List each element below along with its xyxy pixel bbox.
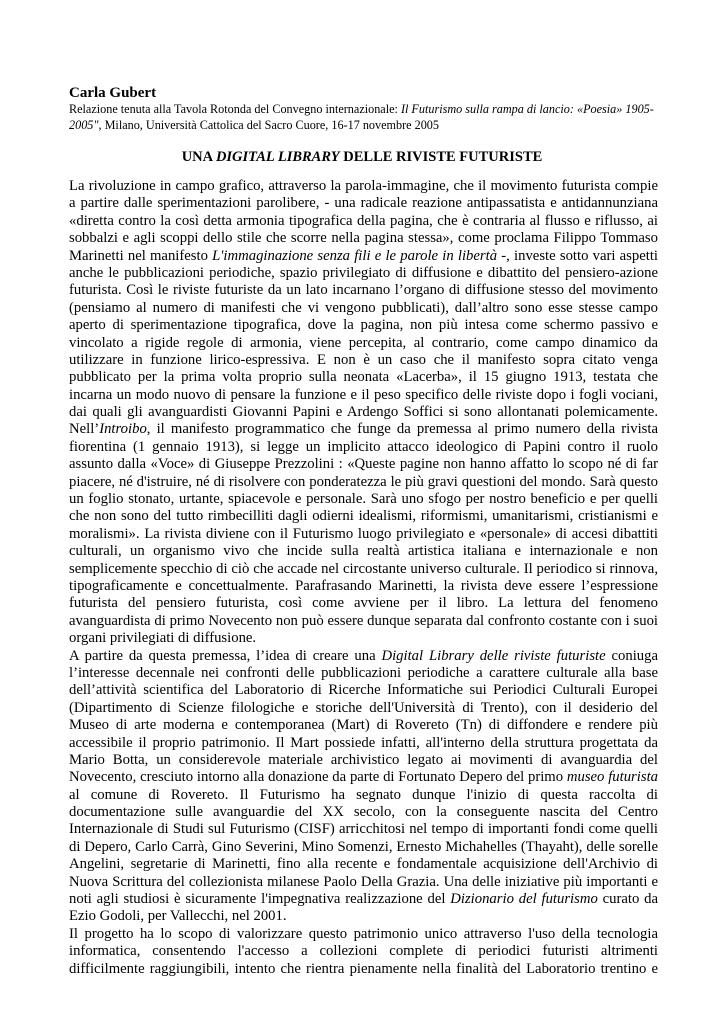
body-line: informatica, consentendo l'accesso a collezioni complete di periodici futuristi altrimenti [69,943,658,960]
body-line: aperto di sperimentazione tipografica, dove la pagina, non più intesa come schermo passivo e [69,317,658,334]
body-line: che non sono del tutto rimbecilliti dagli odierni idealismi, riformismi, umanitarismi, cristianismi e [69,508,658,525]
body-line: un foglio stonato, urtante, spiacevole e personale. Sarà uno sfogo per nostro beneficio e per quelli [69,491,658,508]
body-line: moralismi». La rivista diviene con il Futurismo luogo privilegiato e «personale» di accesi dibattiti [69,525,658,542]
body-line: (pensiamo al numero di manifesti che vi vengono pubblicati), dall’altro sono esse stesse campo [69,299,658,316]
body-line: Il progetto ha lo scopo di valorizzare questo patrimonio unico attraverso l'uso della tecnologia [69,925,658,942]
body-line: l’interesse decennale nei confronti delle pubblicazioni periodiche a carattere culturale alla base [69,664,658,681]
body-line: tipograficamente e concettualmente. Parafrasando Marinetti, la rivista deve essere l’espressione [69,577,658,594]
body-line: La rivoluzione in campo grafico, attraverso la parola-immagine, che il movimento futurista compie [69,178,658,194]
body-line: fiorentina (1 gennaio 1913), si legge un implicito attacco ideologico di Papini contro il ruolo [69,438,658,455]
body-line: pubblicato per la prima volta proprio sulla neonata «Lacerba», il 15 giugno 1913, testata che [69,369,658,386]
body-line: dell’attività scientifica del Laboratorio di Ricerche Informatiche sui Periodici Culturali Europei [69,682,658,699]
body-line: Internazionale di Studi sul Futurismo (CISF) arricchitosi nel tempo di importanti fondi come quelli [69,821,658,838]
body-line: incarna un modo nuovo di pensare la funzione e il peso specifico delle riviste dopo i fogli vociani, [69,386,658,403]
document-title: UNA DIGITAL LIBRARY DELLE RIVISTE FUTURISTE [181,149,543,165]
body-line: organi privilegiati di diffusione. [69,630,257,647]
author-name: Carla Gubert [69,85,157,101]
body-line: anche le pubblicazioni periodiche, spazio privilegiato di diffusione e dibattito del pensiero-azione [69,264,658,281]
body-line: al comune di Rovereto. Il Futurismo ha segnato dunque l'inizio di questa raccolta di [69,786,658,803]
body-line: Marinetti nel manifesto L'immaginazione senza fili e le parole in libertà -, investe sotto vari aspetti [69,247,658,264]
body-line: assunto dalla «Voce» di Giuseppe Prezzolini : «Queste pagine non hanno affatto lo scopo né di far [69,456,658,473]
body-line: semplicemente specchio di ciò che accade nel circostante universo culturale. Il periodico si rinnova, [69,560,658,577]
body-line: «diretta contro la così detta armonia tipografica della pagina, che è contraria al flusso e riflusso, ai [69,212,658,229]
body-line: Angelini, segretarie di Marinetti, fino alla recente e fondamentale acquisizione dell'Archivio di [69,856,658,873]
body-line: culturali, un organismo vivo che incide sulla realtà artistica italiana e internazionale e non [69,543,658,560]
body-line: piacere, né d'istruire, né di risolvere con ponderatezza le più gravi questioni del mondo. Sarà questo [69,473,658,490]
body-line: Nell’Introibo, il manifesto programmatico che funge da premessa al primo numero della rivista [69,421,658,438]
body-line: futurista del pensiero futurista, così come avviene per il libro. La lettura del fenomeno [69,595,658,612]
body-line: avanguardista di primo Novecento non può essere dunque separata dal confronto costante con i suoi [69,612,658,629]
body-line: (Dipartimento di Scienze filologiche e storiche dell'Università di Trento), con il desiderio del [69,699,658,716]
body-line: Mario Botta, un considerevole materiale archivistico legato ai movimenti di avanguardia del [69,751,658,768]
body-text [69,178,658,978]
body-line: di Depero, Carlo Carrà, Gino Severini, Mino Somenzi, Ernesto Michahelles (Thayaht), delle sorelle [69,838,658,855]
body-line: a partire dalle sperimentazioni parolibere, - una radicale reazione antipassatista e antidannunziana [69,195,658,212]
body-line: dai quali gli avanguardisti Giovanni Papini e Ardengo Soffici si sono allontanati polemicamente. [69,404,658,421]
body-line: futurista. Così le riviste futuriste da un lato incarnano l’organo di diffusione stesso del movimento [69,282,658,299]
body-line: Museo di arte moderna e contemporanea (Mart) di Rovereto (Tn) di diffondere e rendere più [69,717,658,734]
conference-note-line: Relazione tenuta alla Tavola Rotonda del Convegno internazionale: Il Futurismo sulla rampa di lancio: «Poesia» 1905- [69,102,654,116]
body-line: sobbalzi e agli scoppi dello stile che scorre nella pagina stessa», come proclama Filippo Tommaso [69,230,658,247]
body-line: documentazione sulle avanguardie del XX secolo, con la conseguente nascita del Centro [69,804,658,821]
body-line: vincolato a rigide regole di armonia, viene percepita, al contrario, come campo dinamico da [69,334,658,351]
body-line: utilizzare in funzione lirico-espressiva. E non è un caso che il manifesto sopra citato venga [69,351,658,368]
body-line: noti agli studiosi è sicuramente l'impegnativa realizzazione del Dizionario del futurismo curato da [69,891,658,908]
body-line: Ezio Godoli, per Vallecchi, nel 2001. [69,908,287,925]
body-line: Nuova Scrittura del collezionista milanese Paolo Della Grazia. Una delle iniziative più importanti e [69,873,658,890]
body-line: accessibile il proprio patrimonio. Il Mart possiede infatti, all'interno della struttura progettata da [69,734,658,751]
body-line: difficilmente raggiungibili, intento che rientra pienamente nella finalità del Laboratorio trentino e [69,960,658,977]
body-line: Novecento, cresciuto intorno alla donazione da parte di Fortunato Depero del primo museo futurista [69,769,658,786]
conference-note [69,102,661,133]
body-line: A partire da questa premessa, l’idea di creare una Digital Library delle riviste futuriste coniuga [69,647,658,664]
conference-note-line: 2005", Milano, Università Cattolica del Sacro Cuore, 16-17 novembre 2005 [69,117,439,132]
